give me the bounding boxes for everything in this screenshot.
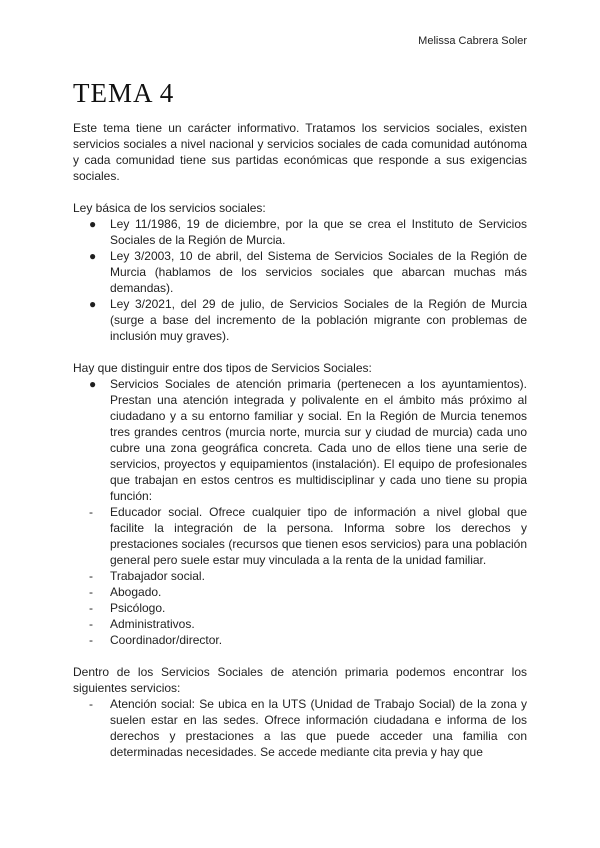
list-item-text: Ley 3/2021, del 29 de julio, de Servicios Sociales de la Región de Murcia (surge a base del incremento de la población migrante con problemas de inclusión muy graves). bbox=[110, 297, 527, 343]
list-item-text: Atención social: Se ubica en la UTS (Unidad de Trabajo Social) de la zona y suelen estar en las sedes. Ofrece información ciudadana e informa de los derechos y prestaciones a las que puede acceder una familia con determinadas necesidades. Se accede mediante cita previa y hay que bbox=[110, 697, 527, 759]
dash-marker: - bbox=[89, 697, 93, 711]
list-item bbox=[73, 504, 527, 568]
ley-heading: Ley básica de los servicios sociales: bbox=[73, 201, 266, 215]
dash-marker: - bbox=[89, 617, 93, 631]
dash-marker: - bbox=[89, 505, 93, 519]
list-item-text: Coordinador/director. bbox=[110, 633, 223, 647]
dash-marker: - bbox=[89, 633, 93, 647]
list-item bbox=[73, 632, 527, 648]
bullet-marker: ● bbox=[89, 217, 97, 231]
bullet-marker: ● bbox=[89, 297, 97, 311]
list-item-text: Psicólogo. bbox=[110, 601, 166, 615]
intro-paragraph: Este tema tiene un carácter informativo. Tratamos los servicios sociales, existen servicios sociales a nivel nacional y servicios sociales de cada comunidad autónoma y cada comunidad tiene sus partidas económicas que responde a sus exigencias sociales. bbox=[73, 121, 527, 183]
list-item-text: Educador social. Ofrece cualquier tipo de información a nivel global que facilite la integración de la persona. Informa sobre los derechos y prestaciones sociales (recursos que tienen esos servicios) para una población general pero suele estar muy vinculada a la renta de la unidad familiar. bbox=[110, 505, 527, 567]
list-item bbox=[73, 216, 527, 248]
list-item bbox=[73, 600, 527, 616]
list-item-text: Administrativos. bbox=[110, 617, 195, 631]
document-body bbox=[73, 120, 527, 760]
servicios-list bbox=[73, 696, 527, 760]
list-item-text: Abogado. bbox=[110, 585, 162, 599]
list-item bbox=[73, 376, 527, 504]
list-item bbox=[73, 248, 527, 296]
tipos-heading: Hay que distinguir entre dos tipos de Servicios Sociales: bbox=[73, 361, 372, 375]
bullet-marker: ● bbox=[89, 249, 97, 263]
list-item-text: Trabajador social. bbox=[110, 569, 205, 583]
list-item bbox=[73, 296, 527, 344]
bullet-marker: ● bbox=[89, 377, 97, 391]
list-item bbox=[73, 584, 527, 600]
dash-marker: - bbox=[89, 601, 93, 615]
list-item-text: Ley 3/2003, 10 de abril, del Sistema de Servicios Sociales de la Región de Murcia (hablamos de los servicios sociales que abarcan muchas más demandas). bbox=[110, 249, 527, 295]
list-item bbox=[73, 696, 527, 760]
header-author: Melissa Cabrera Soler bbox=[418, 35, 527, 47]
list-item bbox=[73, 616, 527, 632]
ley-list bbox=[73, 216, 527, 344]
list-item-text: Ley 11/1986, 19 de diciembre, por la que se crea el Instituto de Servicios Sociales de la Región de Murcia. bbox=[110, 217, 527, 247]
list-item-text: Servicios Sociales de atención primaria (pertenecen a los ayuntamientos). Prestan una atención integrada y polivalente en el ámbito más próximo al ciudadano y a su entorno familiar y social. En la Región de Murcia tenemos tres grandes centros (murcia norte, murcia sur y ciudad de murcia) cada uno cubre una zona geográfica concreta. Cada uno de ellos tiene una serie de servicios, proyectos y equipamientos (instalación). El equipo de profesionales que trabajan en estos centros es multidisciplinar y cada uno tiene su propia función: bbox=[110, 377, 527, 503]
dash-marker: - bbox=[89, 585, 93, 599]
servicios-heading: Dentro de los Servicios Sociales de atención primaria podemos encontrar los siguientes servicios: bbox=[73, 665, 527, 695]
dash-marker: - bbox=[89, 569, 93, 583]
list-item bbox=[73, 568, 527, 584]
tipos-list bbox=[73, 376, 527, 648]
page-title: TEMA 4 bbox=[73, 78, 175, 108]
